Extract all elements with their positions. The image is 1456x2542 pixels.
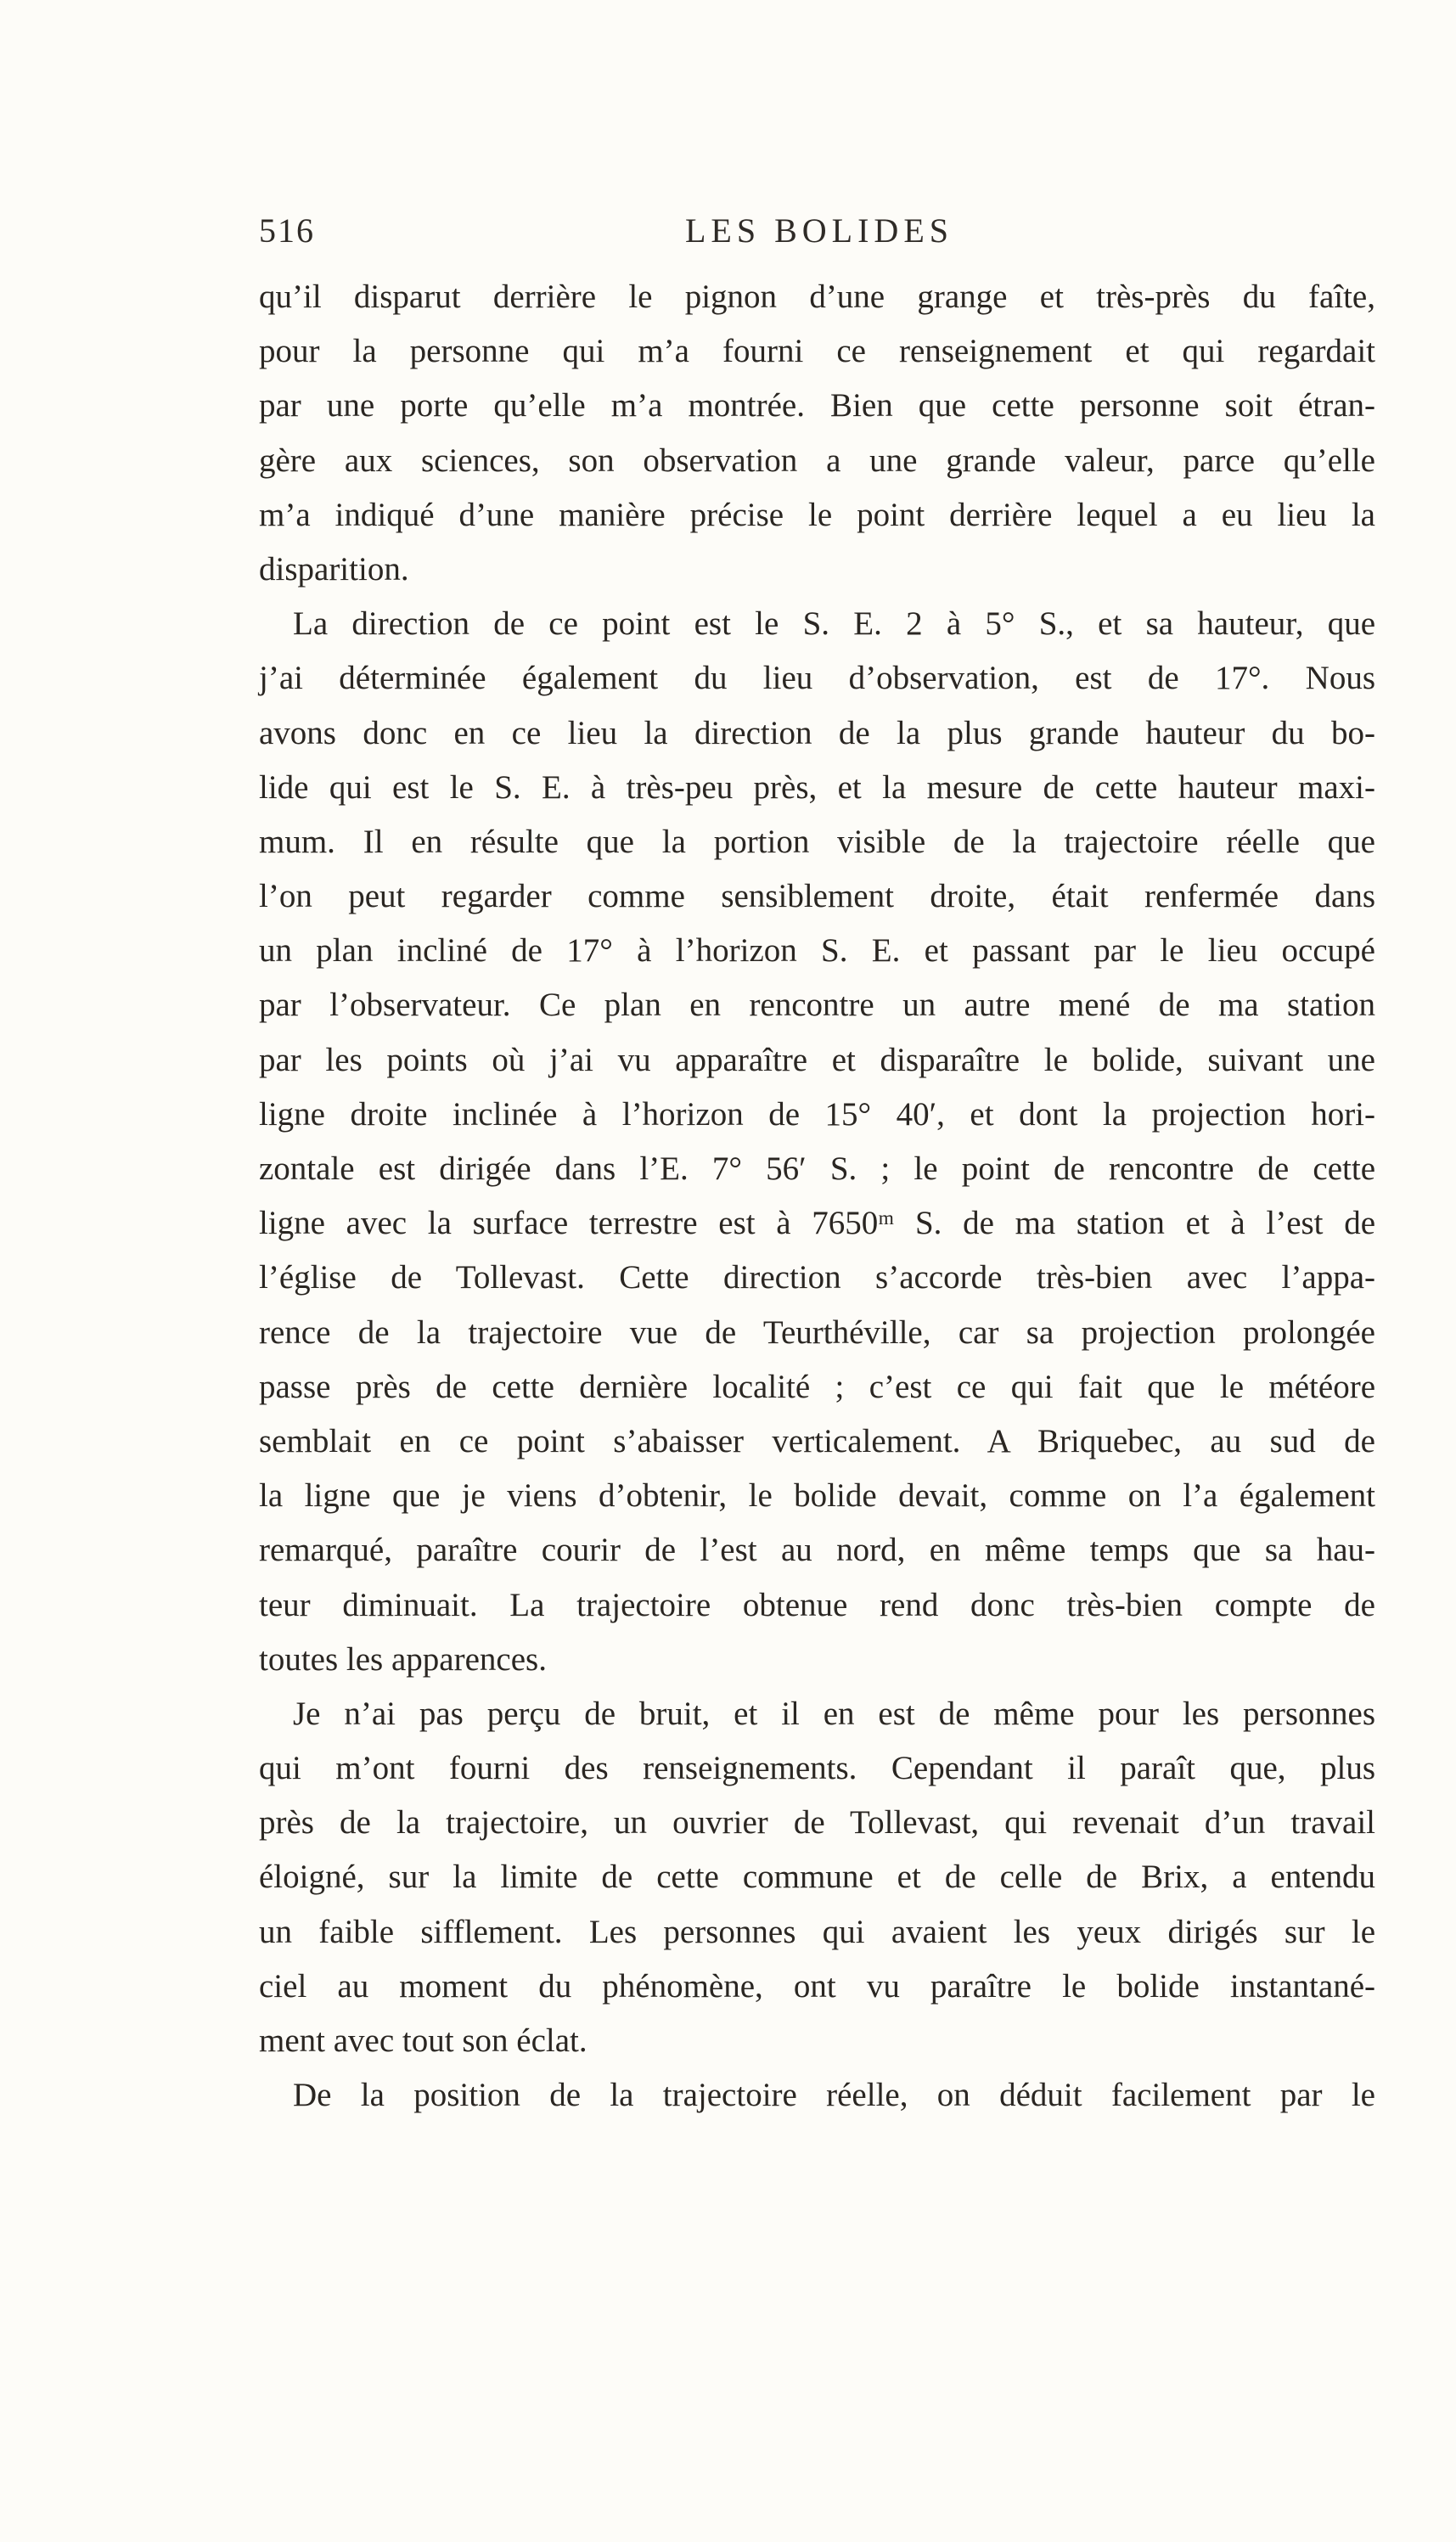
- body-text: [259, 270, 1375, 2123]
- text-line: j’ai déterminée également du lieu d’observation, est de 17°. Nous: [259, 660, 1375, 697]
- text-line: mum. Il en résulte que la portion visible de la trajectoire réelle que: [259, 823, 1375, 860]
- text-line: zontale est dirigée dans l’E. 7° 56′ S. ; le point de rencontre de cette: [259, 1150, 1375, 1187]
- text-line: La direction de ce point est le S. E. 2 à 5° S., et sa hauteur, que: [293, 605, 1375, 643]
- text-line: passe près de cette dernière localité ; c’est ce qui fait que le météore: [259, 1368, 1375, 1405]
- text-line: avons donc en ce lieu la direction de la plus grande hauteur du bo-: [259, 714, 1375, 751]
- text-line: ligne droite inclinée à l’horizon de 15° 40′, et dont la projection hori-: [259, 1095, 1375, 1133]
- text-line: ciel au moment du phénomène, ont vu paraître le bolide instantané-: [259, 1967, 1375, 2005]
- text-line: par les points où j’ai vu apparaître et disparaître le bolide, suivant une: [259, 1041, 1375, 1078]
- text-line: un plan incliné de 17° à l’horizon S. E. et passant par le lieu occupé: [259, 932, 1375, 970]
- text-line: semblait en ce point s’abaisser verticalement. A Briquebec, au sud de: [259, 1422, 1375, 1459]
- text-line: par une porte qu’elle m’a montrée. Bien que cette personne soit étran-: [259, 387, 1375, 425]
- text-line: m’a indiqué d’une manière précise le point derrière lequel a eu lieu la: [259, 496, 1375, 533]
- text-line: gère aux sciences, son observation a une grande valeur, parce qu’elle: [259, 441, 1375, 479]
- running-title: LES BOLIDES: [685, 211, 953, 250]
- text-line: la ligne que je viens d’obtenir, le bolide devait, comme on l’a également: [259, 1477, 1375, 1515]
- text-line: par l’observateur. Ce plan en rencontre un autre mené de ma station: [259, 987, 1375, 1024]
- text-line: qui m’ont fourni des renseignements. Cependant il paraît que, plus: [259, 1750, 1375, 1787]
- text-line: près de la trajectoire, un ouvrier de Tollevast, qui revenait d’un travail: [259, 1804, 1375, 1842]
- text-line: disparition.: [259, 550, 409, 588]
- text-line: teur diminuait. La trajectoire obtenue rend donc très-bien compte de: [259, 1586, 1375, 1623]
- text-line: l’on peut regarder comme sensiblement droite, était renfermée dans: [259, 878, 1375, 915]
- text-line: pour la personne qui m’a fourni ce renseignement et qui regardait: [259, 333, 1375, 370]
- text-line: Je n’ai pas perçu de bruit, et il en est de même pour les personnes: [293, 1695, 1375, 1732]
- text-line: De la position de la trajectoire réelle, on déduit facilement par le: [293, 2077, 1375, 2114]
- text-line: ment avec tout son éclat.: [259, 2022, 587, 2059]
- text-line: remarqué, paraître courir de l’est au nord, en même temps que sa hau-: [259, 1532, 1375, 1569]
- text-line: rence de la trajectoire vue de Teurthéville, car sa projection prolongée: [259, 1313, 1375, 1351]
- text-line: qu’il disparut derrière le pignon d’une grange et très-près du faîte,: [259, 278, 1375, 315]
- text-line: l’église de Tollevast. Cette direction s’accorde très-bien avec l’appa-: [259, 1259, 1375, 1296]
- text-line: lide qui est le S. E. à très-peu près, et la mesure de cette hauteur maxi-: [259, 768, 1375, 806]
- text-line: éloigné, sur la limite de cette commune et de celle de Brix, a entendu: [259, 1859, 1375, 1896]
- text-line: ligne avec la surface terrestre est à 7650ᵐ S. de ma station et à l’est de: [259, 1205, 1375, 1242]
- page-header: [259, 211, 1380, 262]
- page-number: 516: [259, 211, 315, 250]
- text-line: un faible sifflement. Les personnes qui avaient les yeux dirigés sur le: [259, 1913, 1375, 1950]
- text-line: toutes les apparences.: [259, 1640, 547, 1678]
